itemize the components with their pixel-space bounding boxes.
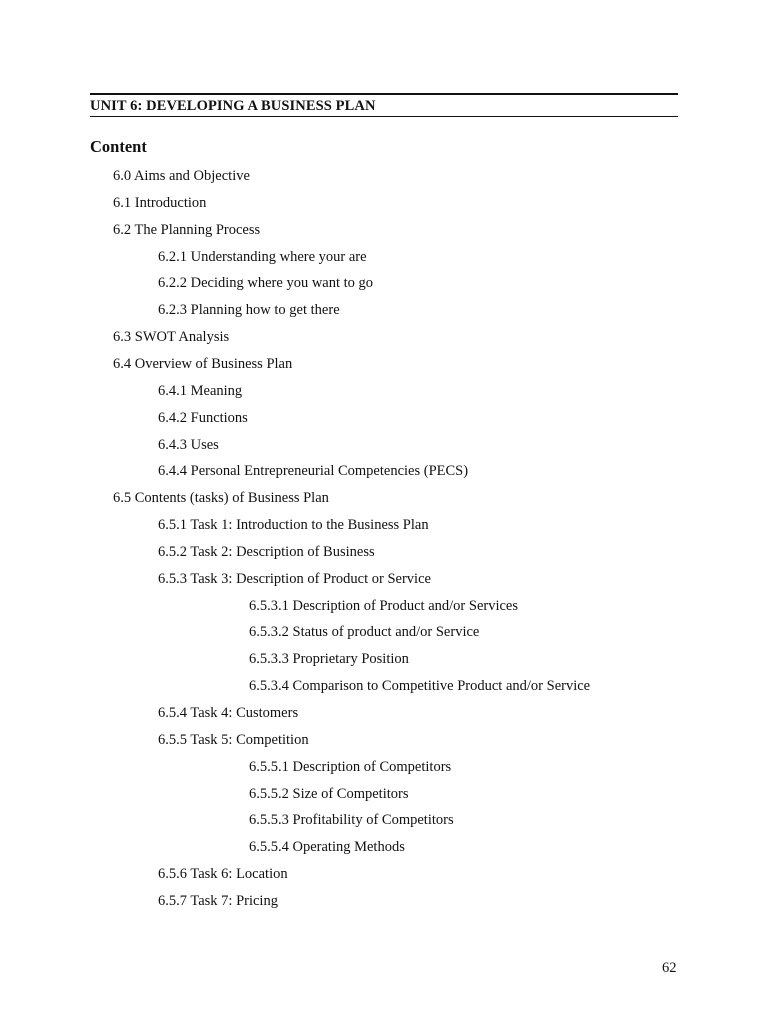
- toc-entry-level-2: 6.2.2 Deciding where you want to go: [158, 275, 374, 292]
- toc-entry-level-2: 6.5.6 Task 6: Location: [158, 866, 288, 883]
- toc-entry-level-2: 6.5.7 Task 7: Pricing: [158, 892, 278, 909]
- toc-entry-level-1: 6.4 Overview of Business Plan: [113, 355, 293, 372]
- toc-entry-level-3: 6.5.3.1 Description of Product and/or Services: [249, 597, 519, 614]
- toc-entry-level-2: 6.5.2 Task 2: Description of Business: [158, 543, 375, 560]
- toc-entry-level-1: 6.5 Contents (tasks) of Business Plan: [113, 490, 329, 507]
- toc-entry-level-2: 6.4.1 Meaning: [158, 382, 243, 399]
- toc-entry-level-3: 6.5.3.3 Proprietary Position: [249, 651, 409, 668]
- toc-entry-level-2: 6.5.5 Task 5: Competition: [158, 731, 309, 748]
- unit-title: UNIT 6: DEVELOPING A BUSINESS PLAN: [90, 98, 376, 114]
- toc-entry-level-3: 6.5.5.3 Profitability of Competitors: [249, 812, 454, 829]
- toc-entry-level-2: 6.5.1 Task 1: Introduction to the Business Plan: [158, 517, 429, 534]
- content-heading: Content: [90, 137, 147, 156]
- toc-entry-level-2: 6.2.3 Planning how to get there: [158, 302, 340, 319]
- toc-entry-level-2: 6.2.1 Understanding where your are: [158, 248, 367, 265]
- toc-entry-level-2: 6.4.2 Functions: [158, 409, 248, 426]
- toc-entry-level-3: 6.5.5.2 Size of Competitors: [249, 785, 409, 802]
- toc-entry-level-2: 6.5.3 Task 3: Description of Product or Service: [158, 570, 431, 587]
- toc-entry-level-1: 6.0 Aims and Objective: [113, 168, 250, 184]
- toc-entry-level-3: 6.5.3.2 Status of product and/or Service: [249, 624, 480, 641]
- toc-entry-level-2: 6.5.4 Task 4: Customers: [158, 705, 299, 721]
- toc-entry-level-2: 6.4.4 Personal Entrepreneurial Competencies (PECS): [158, 463, 469, 480]
- page-number: 62: [662, 960, 677, 976]
- toc-entry-level-3: 6.5.3.4 Comparison to Competitive Product and/or Service: [249, 678, 591, 695]
- toc-entry-level-1: 6.3 SWOT Analysis: [113, 329, 230, 346]
- toc-entry-level-3: 6.5.5.4 Operating Methods: [249, 839, 405, 856]
- toc-entry-level-1: 6.2 The Planning Process: [113, 221, 261, 238]
- toc-entry-level-2: 6.4.3 Uses: [158, 436, 219, 453]
- toc-entry-level-1: 6.1 Introduction: [113, 194, 207, 211]
- unit-title-block: [90, 93, 678, 117]
- toc-entry-level-3: 6.5.5.1 Description of Competitors: [249, 758, 452, 775]
